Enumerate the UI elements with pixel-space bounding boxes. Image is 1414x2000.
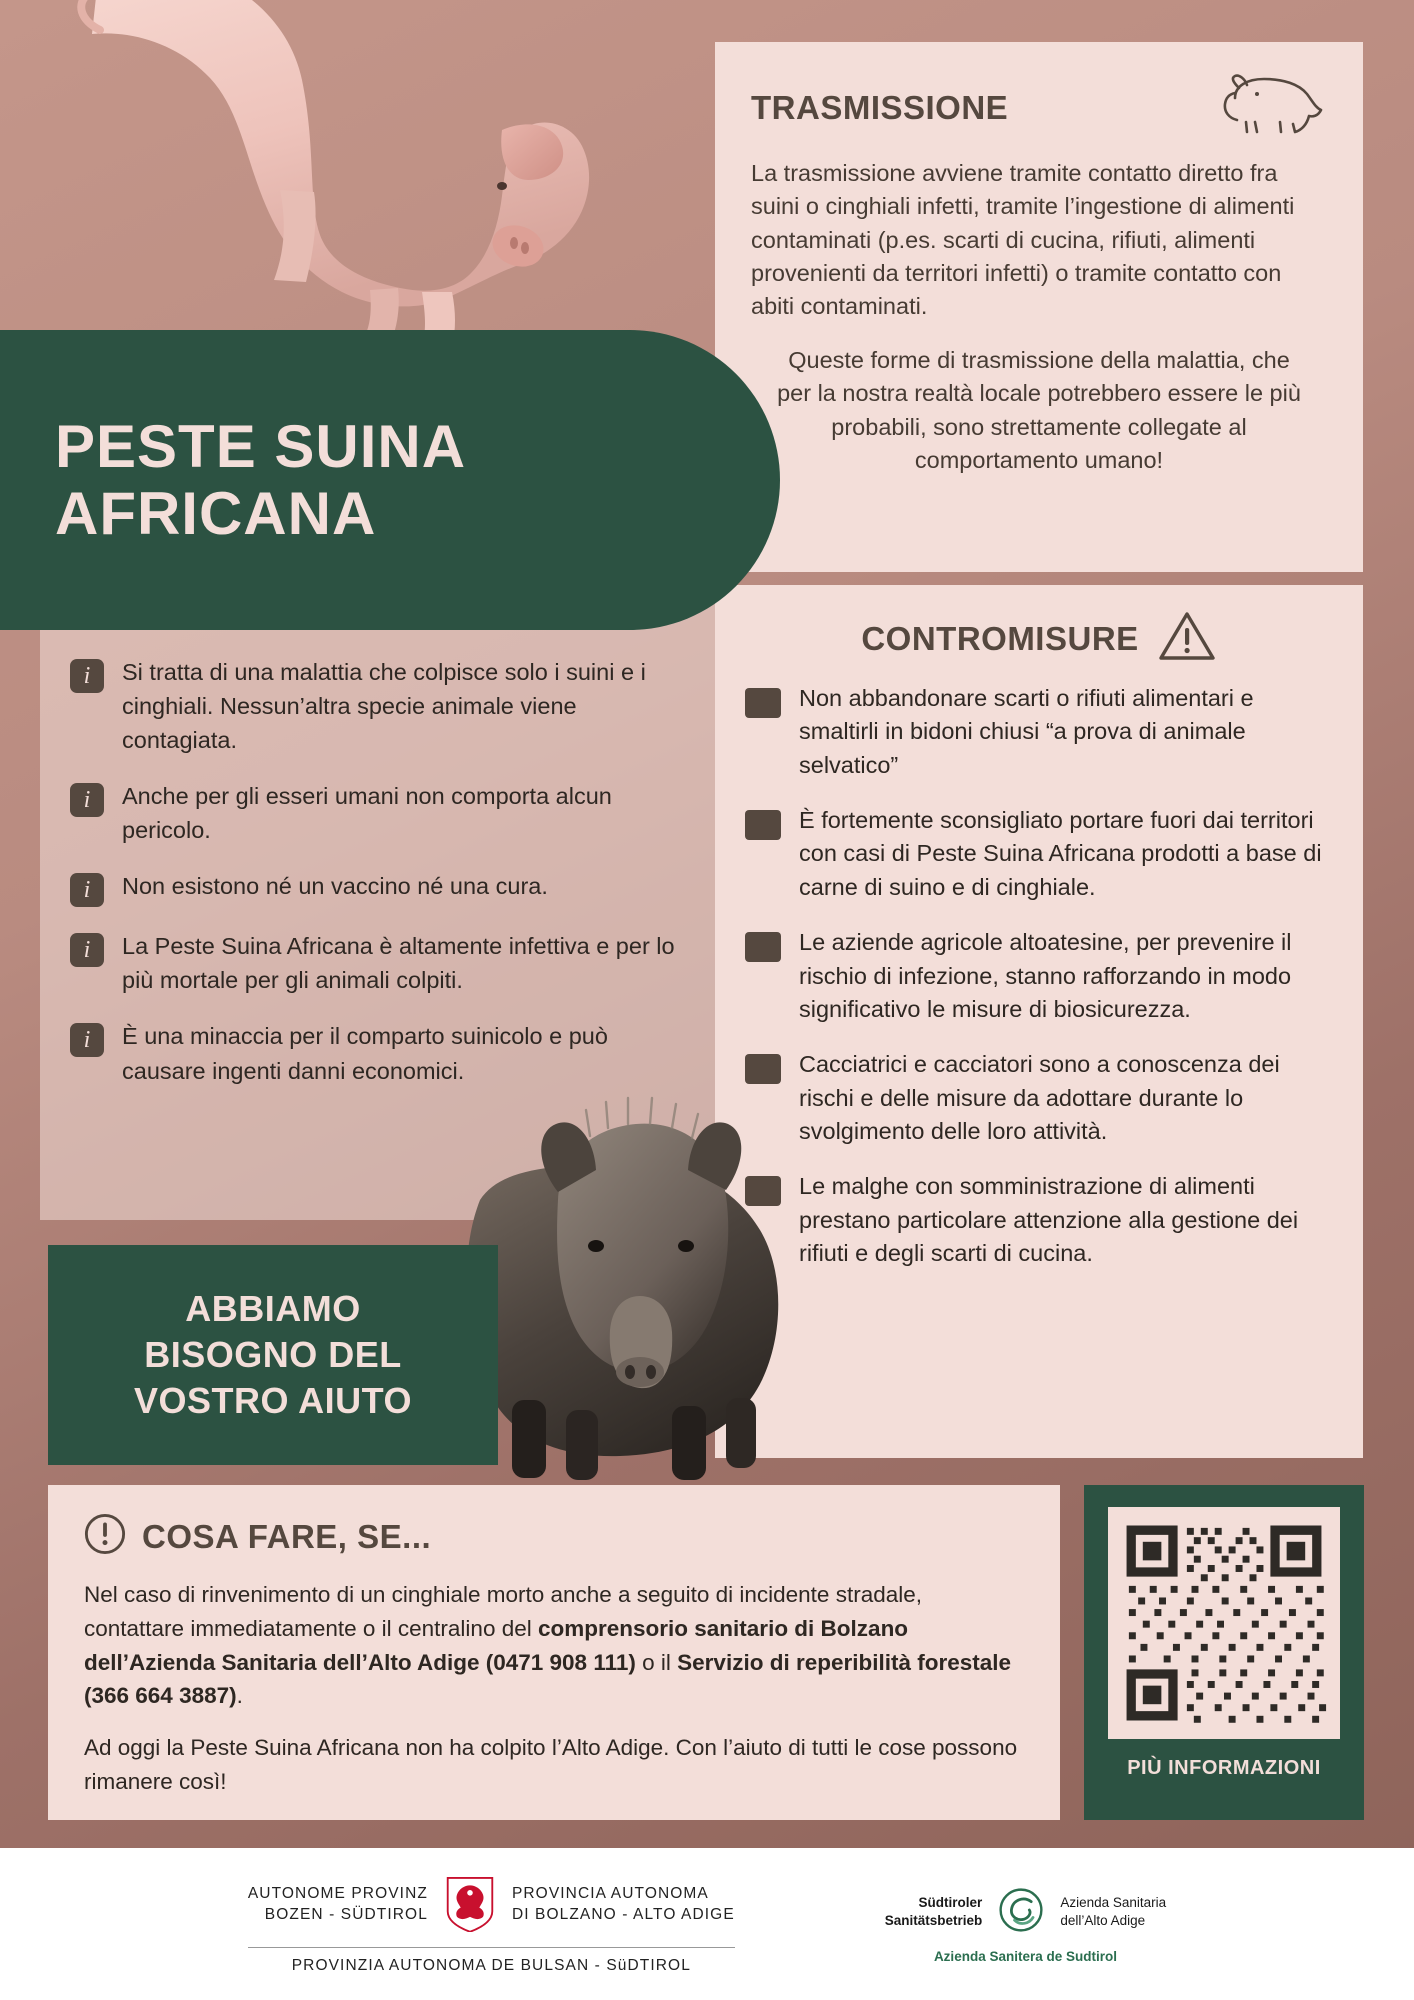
info-icon: i (70, 783, 104, 817)
qr-code-icon[interactable] (1108, 1507, 1340, 1739)
fact-item (70, 1019, 680, 1087)
south-tyrol-eagle-crest-icon (444, 1874, 496, 1937)
province-it-line2: DI BOLZANO - ALTO ADIGE (511, 1906, 735, 1923)
help-callout-text (134, 1286, 412, 1424)
countermeasure-text: Le malghe con somministrazione di alimenti prestano particolare attenzione alla gestione dei rifiuti e degli scarti di cucina. (799, 1173, 1299, 1267)
what-to-do-card (48, 1485, 1060, 1820)
fact-text: Si tratta di una malattia che colpisce solo i suini e i cinghiali. Nessun’altra specie animale viene contagiata. (122, 659, 646, 754)
sabes-logo-row (885, 1885, 1166, 1940)
bullet-square-icon (745, 1054, 781, 1084)
wtd-bold-a: comprensorio sanitario di Bolzano dell’Azienda Sanitaria dell’Alto Adige (0471 908 111) (84, 1615, 909, 1675)
page-title-line1: PESTE SUINA (55, 412, 467, 480)
help-line2: BISOGNO DEL (144, 1333, 402, 1375)
countermeasure-text: Le aziende agricole altoatesine, per prevenire il rischio di infezione, stanno rafforzando in modo significativo le misure di biosicurezza. (799, 929, 1292, 1022)
countermeasure-text: Non abbandonare scarti o rifiuti alimentari e smaltirli in bidoni chiusi “a prova di animale selvatico” (799, 685, 1254, 778)
page-title (0, 413, 586, 547)
info-icon: i (70, 1023, 104, 1057)
footer (0, 1848, 1414, 2000)
fact-text: La Peste Suina Africana è altamente infettiva e per lo più mortale per gli animali colpiti. (122, 933, 675, 994)
bullet-square-icon (745, 688, 781, 718)
sabes-it-line1: Azienda Sanitaria (1060, 1894, 1167, 1910)
province-logo-ladin: PROVINZIA AUTONOMA DE BULSAN - SüDTIROL (248, 1947, 735, 1975)
fact-item (70, 869, 680, 907)
sabes-german (885, 1894, 983, 1930)
transmission-heading: TRASMISSIONE (751, 88, 1009, 126)
sabes-swirl-logo-icon (996, 1885, 1046, 1940)
countermeasure-item (745, 1170, 1333, 1270)
facts-list (40, 600, 720, 1220)
bullet-square-icon (745, 810, 781, 840)
countermeasure-text: È fortemente sconsigliato portare fuori dai territori con casi di Peste Suina Africana prodotti a base di carne di suino e di cinghiale. (799, 807, 1322, 900)
province-de-line1: AUTONOME PROVINZ (247, 1885, 428, 1903)
countermeasure-text: Cacciatrici e cacciatori sono a conoscenza dei rischi e delle misure da adottare durante lo svolgimento delle loro attività. (799, 1051, 1280, 1144)
qr-label: PIÙ INFORMAZIONI (1127, 1757, 1321, 1779)
wtd-text-b: o il (635, 1649, 678, 1675)
province-logo-row (248, 1874, 735, 1937)
countermeasure-item (745, 926, 1333, 1026)
poster-title-banner (0, 330, 780, 630)
sabes-logo (885, 1885, 1166, 1964)
what-to-do-paragraph-2: Ad oggi la Peste Suina Africana non ha colpito l’Alto Adige. Con l’aiuto di tutti le cose possono rimanere così! (84, 1735, 1018, 1794)
sabes-it-line2: dell’Alto Adige (1060, 1913, 1146, 1928)
wtd-text-a: Nel caso di rinvenimento di un cinghiale morto anche a seguito di incidente stradale, contattare immediatamente o il centralino del (84, 1582, 922, 1641)
info-icon: i (70, 873, 104, 907)
countermeasures-card (715, 585, 1363, 1458)
page-title-line2: AFRICANA (55, 480, 377, 547)
wtd-text-c: . (236, 1683, 243, 1709)
info-icon: i (70, 659, 104, 693)
what-to-do-paragraph-1 (84, 1578, 1024, 1713)
province-logo-italian (512, 1884, 735, 1926)
pig-photo (70, 0, 650, 380)
fact-text: Anche per gli esseri umani non comporta alcun pericolo. (122, 783, 612, 844)
countermeasures-header (745, 609, 1333, 668)
province-logo (248, 1874, 735, 1975)
what-to-do-heading: COSA FARE, SE... (142, 1517, 432, 1555)
sabes-ladin: Azienda Sanitera de Sudtirol (933, 1948, 1117, 1964)
qr-card[interactable] (1084, 1485, 1364, 1820)
sabes-italian (1060, 1894, 1166, 1930)
pig-outline-icon (1217, 72, 1327, 143)
what-to-do-header (84, 1513, 1024, 1560)
transmission-paragraph-1: La trasmissione avviene tramite contatto diretto fra suini o cinghiali infetti, tramite l’ingestione di alimenti contaminati (p.es. scarti di cucina, rifiuti, alimenti provenienti da territori infetti) o tramite contatto con abiti contaminati. (751, 160, 1295, 320)
warning-triangle-icon (1157, 609, 1217, 668)
fact-text: Non esistono né un vaccino né una cura. (122, 873, 548, 900)
province-it-line1: PROVINCIA AUTONOMA (511, 1885, 709, 1903)
bullet-square-icon (745, 1176, 781, 1206)
transmission-header (751, 72, 1327, 143)
info-icon: i (70, 933, 104, 967)
sabes-de-line2: Sanitätsbetrieb (884, 1913, 983, 1928)
help-callout-box (48, 1245, 498, 1465)
transmission-paragraph-2: Queste forme di trasmissione della malattia, che per la nostra realtà locale potrebbero essere le più probabili, sono strettamente collegate al comportamento umano! (777, 346, 1301, 473)
sabes-de-line1: Südtiroler (918, 1894, 983, 1910)
countermeasures-heading: CONTROMISURE (861, 619, 1139, 657)
fact-text: È una minaccia per il comparto suinicolo e può causare ingenti danni economici. (122, 1023, 608, 1084)
exclamation-circle-icon (84, 1513, 126, 1560)
province-de-line2: BOZEN - SÜDTIROL (264, 1906, 428, 1923)
wtd-bold-b: Servizio di reperibilità forestale (366 664 3887) (84, 1649, 1012, 1709)
fact-item (70, 655, 680, 757)
countermeasure-item (745, 804, 1333, 904)
countermeasure-item (745, 682, 1333, 782)
help-line3: VOSTRO AIUTO (133, 1380, 413, 1422)
help-line1: ABBIAMO (185, 1287, 361, 1329)
bullet-square-icon (745, 932, 781, 962)
transmission-card (715, 42, 1363, 572)
fact-item (70, 779, 680, 847)
countermeasure-item (745, 1048, 1333, 1148)
fact-item (70, 929, 680, 997)
province-logo-german (248, 1884, 428, 1926)
